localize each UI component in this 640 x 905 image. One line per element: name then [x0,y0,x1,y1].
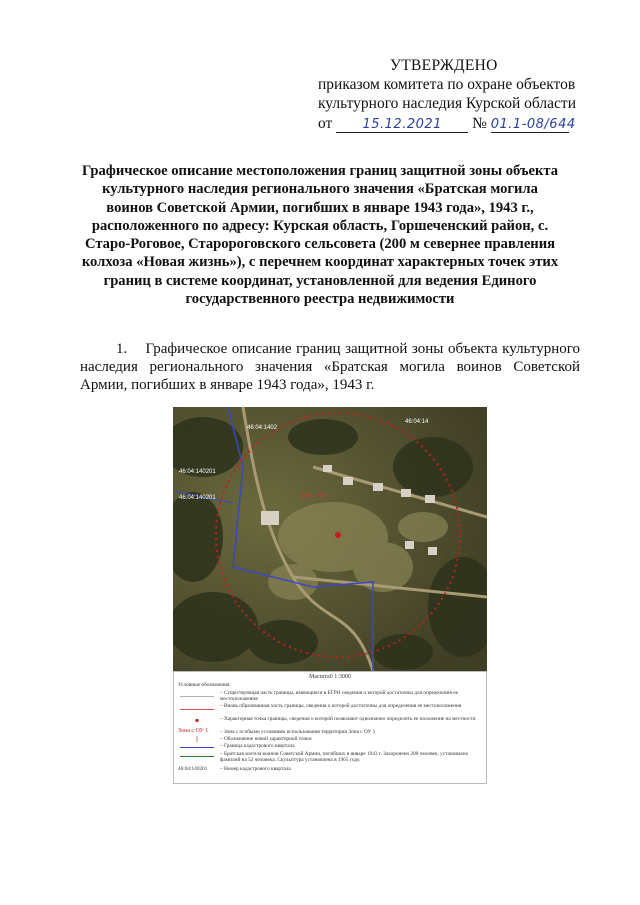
map-label-zone: Зона с ОУ 1 [301,493,329,499]
monument-line-icon [178,753,216,760]
legend-item-text: – Граница кадастрового квартала [220,743,295,749]
cadastral-line-icon [178,744,216,751]
approval-line-2: культурного наследия Курской области [318,95,576,112]
approval-block [318,56,618,133]
legend-item-text: – Зона с особыми условиями использования территории Зона с ОУ 1 [220,729,376,735]
zone-label: Зона с ОУ 1 [178,728,209,734]
legend-scale: Масштаб 1:3000 [309,674,351,680]
map-legend [173,671,487,784]
section-number: 1. [116,341,128,357]
legend-item-text: – Характерная точка границы, сведения о которой позволяют однозначно определить ее положение на местности [220,716,476,722]
map-svg [173,407,487,671]
approval-title: УТВЕРЖДЕНО [390,57,498,74]
legend-item-text: – Существующая часть границы, имеющиеся в ЕГРН сведения о которой достаточны для определения ее местоположения [220,690,458,703]
new-boundary-icon [178,706,216,713]
existing-boundary-icon [178,693,216,700]
new-point-icon [178,736,216,743]
monument-point [335,532,341,538]
approval-date-row [318,114,618,133]
legend-title: Условные обозначения [178,682,230,688]
map-label-3: 46:04:140201 [179,495,216,501]
approval-line-1: приказом комитета по охране объектов [318,76,576,93]
cadastral-number: 46:04:140201 [178,766,208,772]
point-icon [178,717,216,724]
map-label-2: 46:04:140201 [179,469,216,475]
number-label: № [472,115,487,132]
approval-date: 15.12.2021 [336,117,468,133]
map-label-1: 46:04:1402 [247,425,278,431]
legend-item-text: – Обозначение новой характерной точки [220,736,312,742]
section-text: Графическое описание границ защитной зоны объекта культурного наследия регионального значения «Братская могила воинов Советской Армии, погибших в январе 1943 года», 1943 г. [80,341,580,393]
map-label-4: 46:04:14 [405,419,429,425]
satellite-map [173,407,487,671]
document-title: Графическое описание местоположения границ защитной зоны объекта культурного наследия регионального значения «Братская могила воинов Советской Армии, погибших в январе 1943 года», 1943 г., расположенного по адресу: Курская область, Горшеченский район, с. Старо-Роговое, Старороговского сельсовета (200 м севернее правления колхоза «Новая жизнь»), с перечнем координат характерных точек этих границ в системе координат, установленной для ведения Единого государственного реестра недвижимости [81,163,559,308]
approval-number: 01.1-08/644 [490,117,576,132]
legend-item-text: – Братская могила воинов Советской Армии, погибших в январе 1943 г. Захоронено 200 человек, установлено фамилий на 52 человека. Скульптура установлена в 1965 году. [220,751,469,764]
from-label: от [318,115,333,132]
legend-item-text: – Вновь образованная часть границы, сведения о которой достаточны для определения ее местоположения [220,703,462,709]
legend-item-text: – Номер кадастрового квартала [220,766,291,772]
section-paragraph [80,340,580,394]
